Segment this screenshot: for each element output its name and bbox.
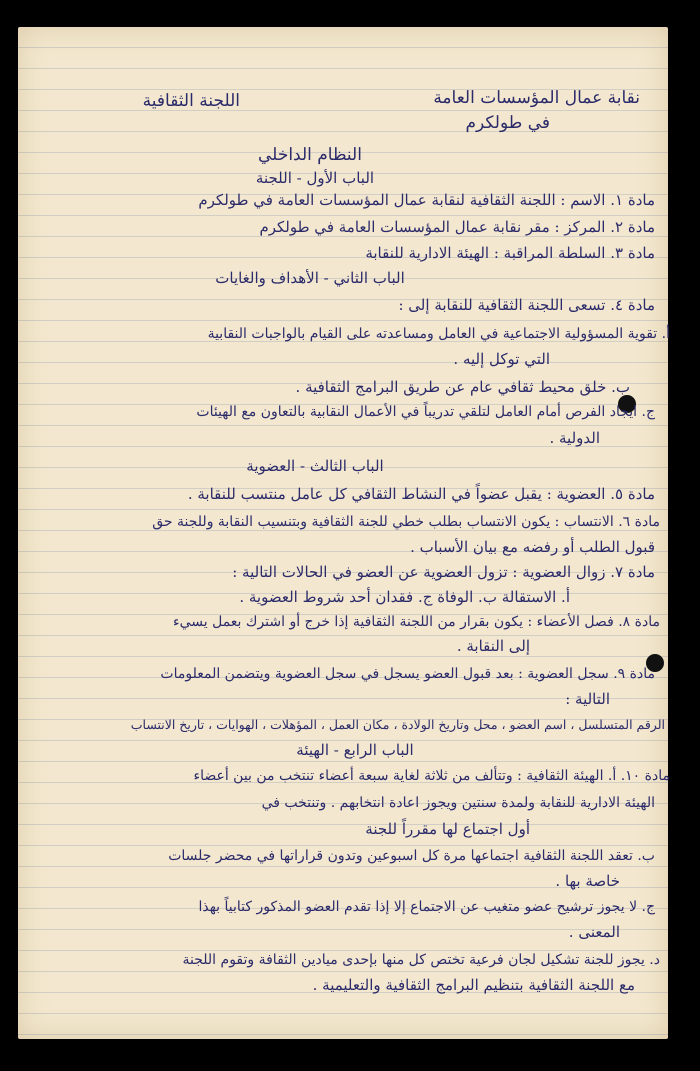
article-6-cont: قبول الطلب أو رفضه مع بيان الأسباب . bbox=[410, 538, 655, 556]
section-heading-2: الباب الثاني - الأهداف والغايات bbox=[215, 269, 405, 287]
article-10-b-cont: خاصة بها . bbox=[555, 872, 620, 890]
article-4-c: ج. ايجاد الفرص أمام العامل لتلقي تدريباً في الأعمال النقابية بالتعاون مع الهيئات bbox=[196, 404, 655, 420]
article-10-a-cont2: أول اجتماع لها مقرراً للجنة bbox=[365, 820, 530, 838]
article-10-a: مادة ١٠. أ. الهيئة الثقافية : وتتألف من ثلاثة لغاية سبعة أعضاء تنتخب من بين أعضاء bbox=[193, 768, 670, 784]
article-5: مادة ٥. العضوية : يقبل عضواً في النشاط الثقافي كل عامل منتسب للنقابة . bbox=[187, 485, 655, 503]
document-title: النظام الداخلي bbox=[258, 145, 362, 165]
article-4: مادة ٤. تسعى اللجنة الثقافية للنقابة إلى : bbox=[398, 296, 655, 314]
section-heading-1: الباب الأول - اللجنة bbox=[255, 169, 375, 187]
article-9: مادة ٩. سجل العضوية : بعد قبول العضو يسجل في سجل العضوية ويتضمن المعلومات bbox=[160, 666, 655, 682]
article-8-cont: إلى النقابة . bbox=[456, 637, 530, 655]
article-10-d-cont: مع اللجنة الثقافية بتنظيم البرامج الثقافية والتعليمية . bbox=[312, 976, 635, 994]
article-4-a: أ. تقوية المسؤولية الاجتماعية في العامل ومساعدته على القيام بالواجبات النقابية bbox=[207, 326, 670, 342]
article-10-a-cont: الهيئة الادارية للنقابة ولمدة سنتين ويجوز اعادة انتخابهم . وتنتخب في bbox=[261, 795, 655, 811]
article-8: مادة ٨. فصل الأعضاء : يكون بقرار من اللجنة الثقافية إذا خرج أو اشترك بعمل يسيء bbox=[173, 614, 660, 630]
article-10-d: د. يجوز للجنة تشكيل لجان فرعية تختص كل منها بإحدى ميادين الثقافة وتقوم اللجنة bbox=[182, 952, 660, 968]
article-9-fields: الرقم المتسلسل ، اسم العضو ، محل وتاريخ الولادة ، مكان العمل ، المؤهلات ، الهوايات ، تاريخ الانتساب bbox=[130, 717, 665, 732]
article-7: مادة ٧. زوال العضوية : تزول العضوية عن العضو في الحالات التالية : bbox=[232, 563, 655, 581]
article-4-a-cont: التي توكل إليه . bbox=[453, 350, 550, 368]
section-heading-3: الباب الثالث - العضوية bbox=[246, 457, 384, 475]
committee-name: اللجنة الثقافية bbox=[142, 91, 240, 111]
article-4-c-cont: الدولية . bbox=[549, 429, 600, 447]
union-name-line2: في طولكرم bbox=[465, 113, 550, 133]
article-10-c-cont: المعنى . bbox=[568, 923, 620, 941]
article-2: مادة ٢. المركز : مقر نقابة عمال المؤسسات العامة في طولكرم bbox=[259, 218, 655, 236]
article-1: مادة ١. الاسم : اللجنة الثقافية لنقابة عمال المؤسسات العامة في طولكرم bbox=[198, 191, 655, 209]
section-heading-4: الباب الرابع - الهيئة bbox=[296, 741, 414, 759]
article-10-c: ج. لا يجوز ترشيح عضو متغيب عن الاجتماع إلا إذا تقدم العضو المذكور كتابياً بهذا bbox=[198, 899, 655, 915]
article-7-cases: أ. الاستقالة ب. الوفاة ج. فقدان أحد شروط العضوية . bbox=[239, 588, 570, 606]
article-4-b: ب. خلق محيط ثقافي عام عن طريق البرامج الثقافية . bbox=[295, 378, 630, 396]
article-6: مادة ٦. الانتساب : يكون الانتساب بطلب خطي للجنة الثقافية وبتنسيب النقابة وللجنة حق bbox=[152, 514, 660, 530]
union-name-line1: نقابة عمال المؤسسات العامة bbox=[433, 88, 640, 108]
article-9-cont: التالية : bbox=[565, 690, 610, 708]
article-10-b: ب. تعقد اللجنة الثقافية اجتماعها مرة كل اسبوعين وتدون قراراتها في محضر جلسات bbox=[168, 848, 655, 864]
article-3: مادة ٣. السلطة المراقبة : الهيئة الادارية للنقابة bbox=[365, 244, 655, 262]
